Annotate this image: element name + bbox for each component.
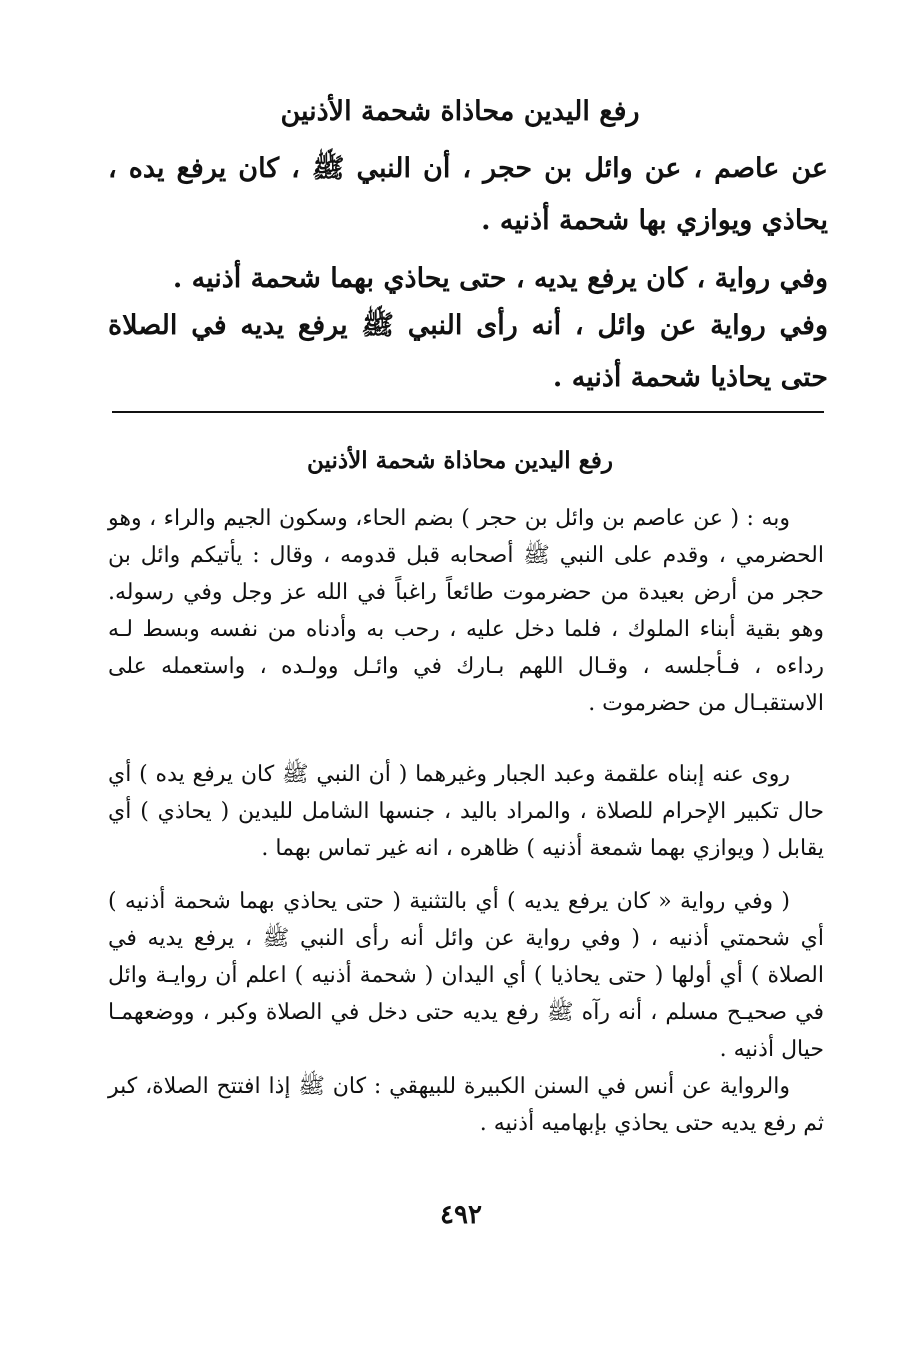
commentary-paragraph bbox=[108, 883, 824, 1068]
commentary-paragraph bbox=[108, 756, 824, 867]
commentary-text: ( وفي رواية « كان يرفع يديه ) أي بالتثنية ( حتى يحاذي بهما شحمة أذنيه ) أي شحمتي أذنيه ، ( وفي رواية عن وائل أنه رأى النبي ﷺ ، يرفع يديه في الصلاة ) أي أولها ( حتى يحاذيا ) أي اليدان ( شحمة أذنيه ) اعلم أن روايـة وائل في صحيـح مسلم ، أنه رآه ﷺ رفع يديه حتى دخل في الصلاة وكبر ، ووضعهمـا حيال أذنيه . bbox=[108, 889, 824, 1062]
commentary-text: روى عنه إبناه علقمة وعبد الجبار وغيرهما ( أن النبي ﷺ كان يرفع يده ) أي حال تكبير الإحرام للصلاة ، والمراد باليد ، جنسها الشامل لليدين ( يحاذي ) أي يقابل ( ويوازي بهما شمعة أذنيه ) ظاهره ، انه غير تماس بهما . bbox=[108, 762, 824, 861]
commentary-paragraph bbox=[108, 500, 824, 722]
commentary-text: والرواية عن أنس في السنن الكبيرة للبيهقي : كان ﷺ إذا افتتح الصلاة، كبر ثم رفع يديه حتى يحاذي بإبهاميه أذنيه . bbox=[108, 1074, 824, 1136]
hadith-narration: وفي رواية ، كان يرفع يديه ، حتى يحاذي بهما شحمة أذنيه . bbox=[172, 263, 828, 294]
hadith-heading: رفع اليدين محاذاة شحمة الأذنين bbox=[280, 96, 640, 127]
section-divider bbox=[112, 411, 824, 413]
hadith-narration: وفي رواية عن وائل ، أنه رأى النبي ﷺ يرفع يديه في الصلاة حتى يحاذيا شحمة أذنيه . bbox=[108, 310, 828, 393]
commentary-paragraph bbox=[108, 1068, 824, 1142]
commentary-text: وبه : ( عن عاصم بن وائل بن حجر ) بضم الحاء، وسكون الجيم والراء ، وهو الحضرمي ، وقدم على النبي ﷺ أصحابه قبل قدومه ، وقال : يأتيكم وائل بن حجر من أرض بعيدة من حضرموت طائعاً راغباً في الله عز وجل وفي رسوله. وهو بقية أبناء الملوك ، فلما دخل عليه ، رحب به وأدناه من نفسه وبسط لـه رداءه ، فـأجلسه ، وقـال اللهم بـارك في وائـل وولـده ، واستعمله على الاستقبـال من حضرموت . bbox=[108, 506, 824, 716]
commentary-heading: رفع اليدين محاذاة شحمة الأذنين bbox=[307, 447, 613, 474]
page-number: ٤٩٢ bbox=[440, 1200, 482, 1230]
hadith-text: عن عاصم ، عن وائل بن حجر ، أن النبي ﷺ ، كان يرفع يده ، يحاذي ويوازي بها شحمة أذنيه . bbox=[108, 153, 829, 236]
